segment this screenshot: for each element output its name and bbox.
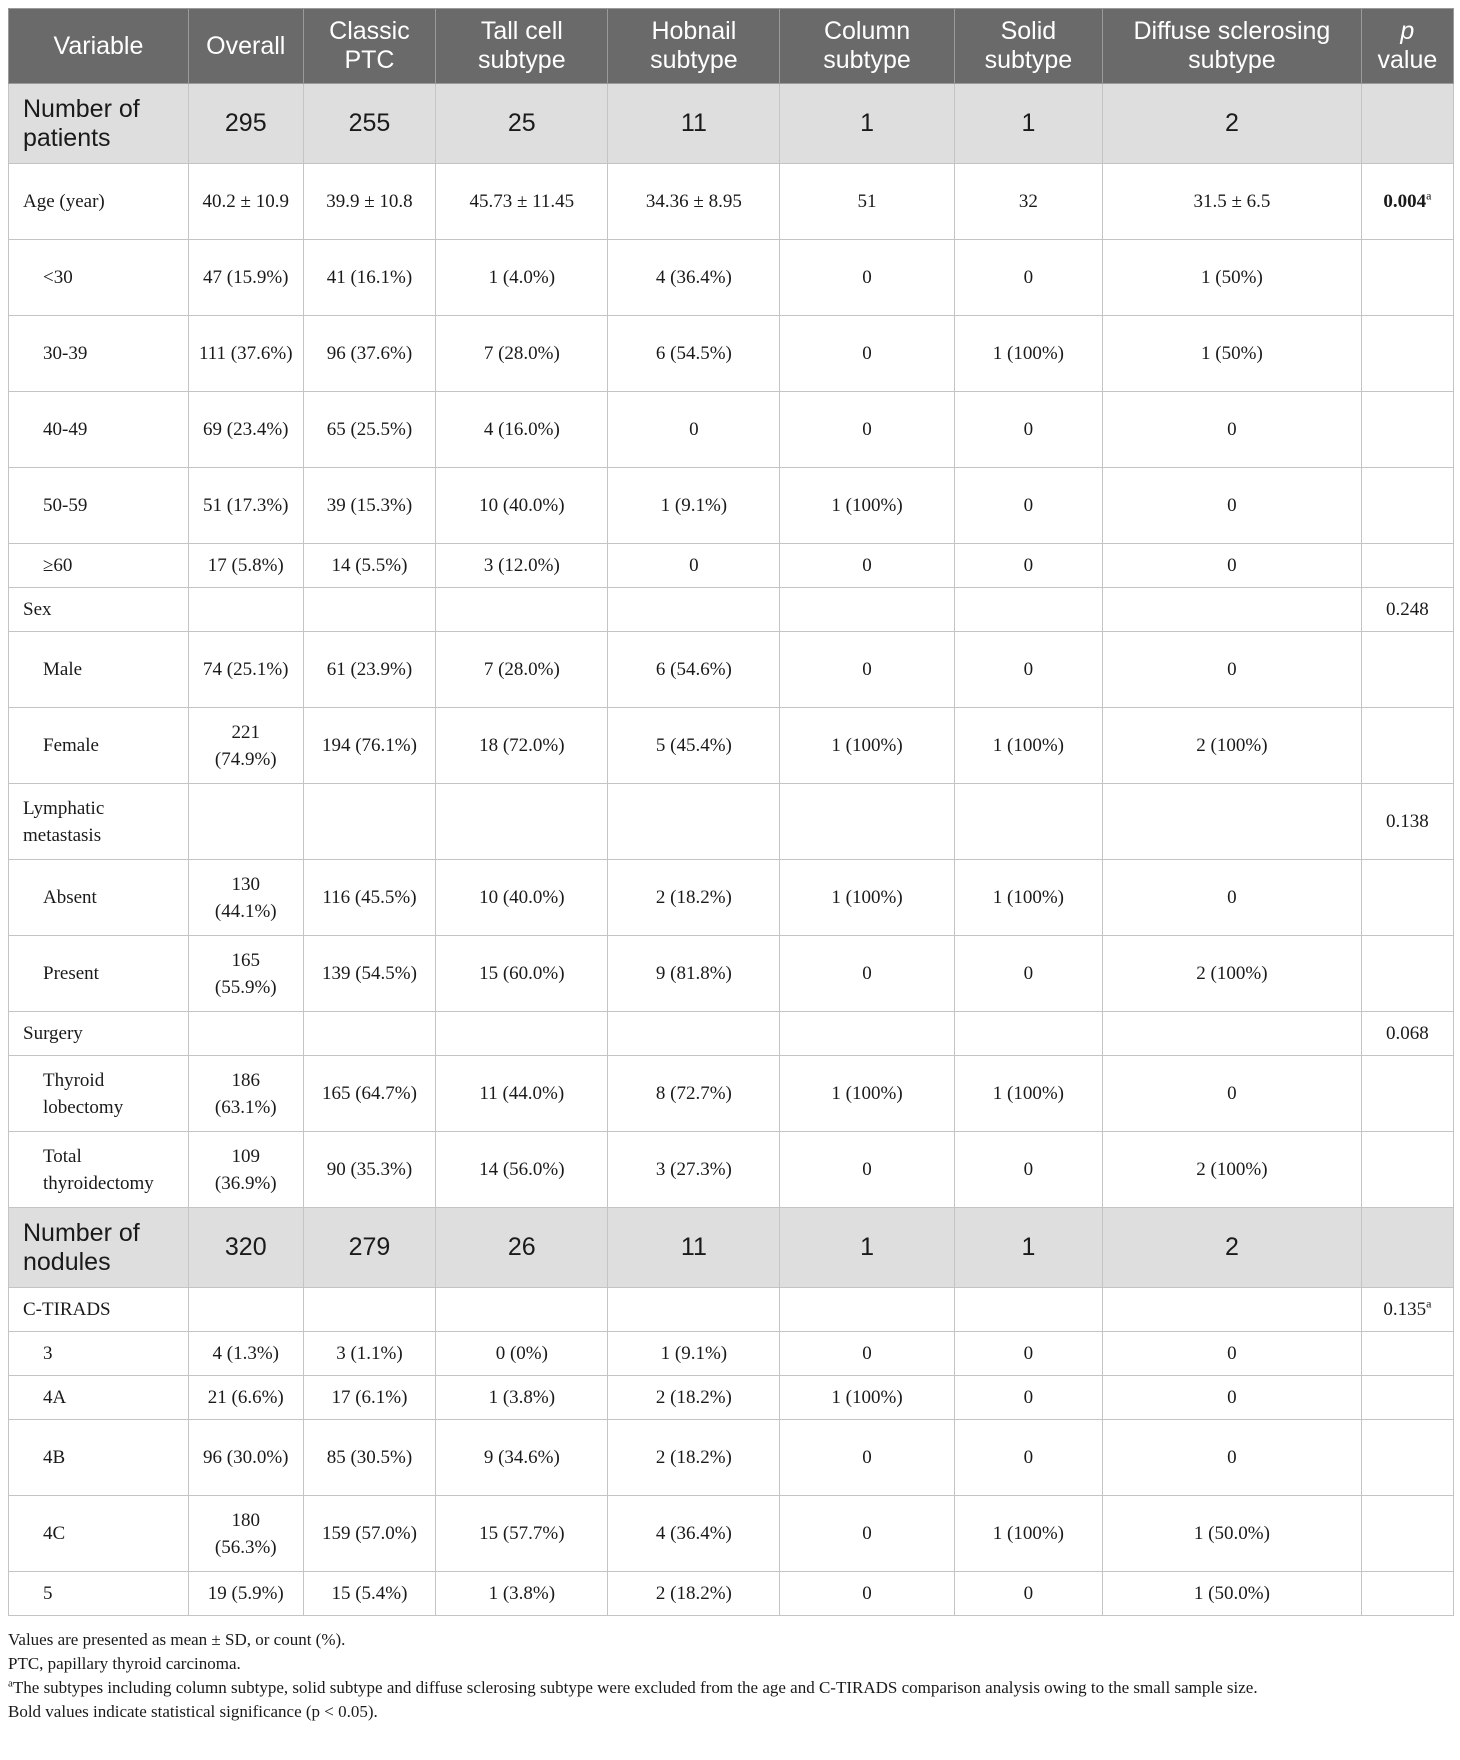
cell-overall: 111 (37.6%) (188, 316, 303, 392)
cell-solid: 0 (954, 1572, 1102, 1616)
cell-hobnail (608, 784, 780, 860)
cell-tall-cell (436, 1012, 608, 1056)
cell-classic-ptc: 17 (6.1%) (303, 1376, 436, 1420)
cell-p-value (1361, 468, 1453, 544)
cell-column: 0 (780, 544, 954, 588)
cell-p-value (1361, 1332, 1453, 1376)
cell-column: 1 (100%) (780, 468, 954, 544)
cell-p-value (1361, 708, 1453, 784)
header-tall-cell: Tall cell subtype (436, 9, 608, 84)
cell-p-value (1361, 1376, 1453, 1420)
cell-solid: 1 (100%) (954, 1056, 1102, 1132)
cell-variable: Age (year) (9, 164, 189, 240)
cell-column: 0 (780, 316, 954, 392)
cell-tall-cell: 1 (3.8%) (436, 1376, 608, 1420)
cell-classic-ptc (303, 588, 436, 632)
cell-variable: 50-59 (9, 468, 189, 544)
cell-overall: 186 (63.1%) (188, 1056, 303, 1132)
cell-column: 0 (780, 1132, 954, 1208)
table-row (9, 1056, 1454, 1132)
footnote-values: Values are presented as mean ± SD, or count (%). (8, 1630, 346, 1649)
table-row (9, 708, 1454, 784)
cell-hobnail: 11 (608, 84, 780, 164)
footnote-exclusion (8, 1676, 1454, 1700)
header-solid: Solid subtype (954, 9, 1102, 84)
cell-overall: 21 (6.6%) (188, 1376, 303, 1420)
cell-tall-cell: 25 (436, 84, 608, 164)
cell-variable: <30 (9, 240, 189, 316)
cell-solid (954, 1012, 1102, 1056)
cell-p-value (1361, 1420, 1453, 1496)
cell-hobnail: 3 (27.3%) (608, 1132, 780, 1208)
cell-variable: Sex (9, 588, 189, 632)
cell-overall: 130 (44.1%) (188, 860, 303, 936)
cell-tall-cell: 9 (34.6%) (436, 1420, 608, 1496)
cell-classic-ptc: 61 (23.9%) (303, 632, 436, 708)
cell-hobnail: 2 (18.2%) (608, 1572, 780, 1616)
header-hobnail: Hobnail subtype (608, 9, 780, 84)
header-row (9, 9, 1454, 84)
cell-hobnail: 5 (45.4%) (608, 708, 780, 784)
cell-diffuse-sclerosing: 2 (1103, 84, 1362, 164)
cell-overall: 51 (17.3%) (188, 468, 303, 544)
table-row (9, 392, 1454, 468)
cell-column (780, 588, 954, 632)
table-row (9, 1496, 1454, 1572)
cell-tall-cell: 4 (16.0%) (436, 392, 608, 468)
cell-overall: 69 (23.4%) (188, 392, 303, 468)
cell-variable: 30-39 (9, 316, 189, 392)
cell-variable: 5 (9, 1572, 189, 1616)
cell-overall: 320 (188, 1208, 303, 1288)
results-table (8, 8, 1454, 1616)
cell-solid: 32 (954, 164, 1102, 240)
cell-hobnail: 6 (54.6%) (608, 632, 780, 708)
cell-hobnail: 2 (18.2%) (608, 860, 780, 936)
cell-classic-ptc: 14 (5.5%) (303, 544, 436, 588)
cell-hobnail: 8 (72.7%) (608, 1056, 780, 1132)
cell-tall-cell: 26 (436, 1208, 608, 1288)
cell-variable: Present (9, 936, 189, 1012)
header-classic-ptc: Classic PTC (303, 9, 436, 84)
cell-tall-cell (436, 588, 608, 632)
cell-diffuse-sclerosing: 0 (1103, 468, 1362, 544)
footnote-exclusion-text: The subtypes including column subtype, solid subtype and diffuse sclerosing subtype were excluded from the age and C-TIRADS comparison analysis owing to the small sample size. (12, 1678, 1258, 1697)
cell-tall-cell: 14 (56.0%) (436, 1132, 608, 1208)
cell-overall (188, 784, 303, 860)
cell-variable: Absent (9, 860, 189, 936)
cell-diffuse-sclerosing: 0 (1103, 1376, 1362, 1420)
cell-diffuse-sclerosing: 31.5 ± 6.5 (1103, 164, 1362, 240)
cell-tall-cell: 18 (72.0%) (436, 708, 608, 784)
cell-variable: Total thyroidectomy (9, 1132, 189, 1208)
cell-diffuse-sclerosing: 0 (1103, 1056, 1362, 1132)
cell-solid (954, 1288, 1102, 1332)
cell-p-value (1361, 1496, 1453, 1572)
cell-solid: 0 (954, 468, 1102, 544)
cell-solid: 1 (100%) (954, 316, 1102, 392)
cell-diffuse-sclerosing: 0 (1103, 392, 1362, 468)
cell-tall-cell: 1 (3.8%) (436, 1572, 608, 1616)
cell-p-value (1361, 316, 1453, 392)
cell-p-value (1361, 392, 1453, 468)
cell-classic-ptc: 65 (25.5%) (303, 392, 436, 468)
header-p-value (1361, 9, 1453, 84)
cell-tall-cell (436, 1288, 608, 1332)
cell-p-value (1361, 784, 1453, 860)
cell-diffuse-sclerosing: 0 (1103, 1420, 1362, 1496)
cell-hobnail: 6 (54.5%) (608, 316, 780, 392)
footnote-marker: a (8, 1677, 13, 1690)
cell-solid: 0 (954, 392, 1102, 468)
table-row (9, 164, 1454, 240)
cell-variable: 4C (9, 1496, 189, 1572)
cell-overall (188, 1012, 303, 1056)
cell-variable: 4B (9, 1420, 189, 1496)
cell-variable: C-TIRADS (9, 1288, 189, 1332)
cell-variable: ≥60 (9, 544, 189, 588)
cell-p-value (1361, 632, 1453, 708)
cell-diffuse-sclerosing: 1 (50%) (1103, 240, 1362, 316)
table-row (9, 1132, 1454, 1208)
cell-diffuse-sclerosing: 1 (50%) (1103, 316, 1362, 392)
cell-hobnail: 2 (18.2%) (608, 1420, 780, 1496)
cell-classic-ptc: 90 (35.3%) (303, 1132, 436, 1208)
cell-overall: 109 (36.9%) (188, 1132, 303, 1208)
p-value-text: 0.135 (1383, 1299, 1427, 1320)
cell-solid: 1 (954, 1208, 1102, 1288)
cell-variable: 4A (9, 1376, 189, 1420)
cell-diffuse-sclerosing: 2 (100%) (1103, 1132, 1362, 1208)
cell-tall-cell: 3 (12.0%) (436, 544, 608, 588)
cell-classic-ptc (303, 784, 436, 860)
cell-column (780, 784, 954, 860)
p-value-footnote-marker: a (1426, 1296, 1432, 1311)
cell-hobnail (608, 1288, 780, 1332)
cell-classic-ptc: 15 (5.4%) (303, 1572, 436, 1616)
cell-column: 0 (780, 1332, 954, 1376)
cell-classic-ptc: 279 (303, 1208, 436, 1288)
cell-hobnail (608, 1012, 780, 1056)
cell-tall-cell: 15 (57.7%) (436, 1496, 608, 1572)
header-overall: Overall (188, 9, 303, 84)
table-row (9, 1572, 1454, 1616)
cell-column: 1 (100%) (780, 860, 954, 936)
cell-variable: Number of nodules (9, 1208, 189, 1288)
cell-p-value (1361, 240, 1453, 316)
table-row (9, 544, 1454, 588)
cell-tall-cell: 0 (0%) (436, 1332, 608, 1376)
cell-classic-ptc: 255 (303, 84, 436, 164)
table-row (9, 860, 1454, 936)
cell-overall: 19 (5.9%) (188, 1572, 303, 1616)
cell-p-value (1361, 860, 1453, 936)
cell-variable: Surgery (9, 1012, 189, 1056)
cell-variable: 40-49 (9, 392, 189, 468)
cell-p-value (1361, 1132, 1453, 1208)
cell-classic-ptc: 139 (54.5%) (303, 936, 436, 1012)
table-row (9, 240, 1454, 316)
p-value-text: 0.068 (1385, 1023, 1429, 1044)
cell-classic-ptc: 85 (30.5%) (303, 1420, 436, 1496)
cell-solid: 0 (954, 1332, 1102, 1376)
cell-column: 0 (780, 240, 954, 316)
cell-column: 0 (780, 632, 954, 708)
cell-solid (954, 784, 1102, 860)
cell-tall-cell: 10 (40.0%) (436, 468, 608, 544)
footnote-ptc: PTC, papillary thyroid carcinoma. (8, 1654, 241, 1673)
cell-solid: 1 (954, 84, 1102, 164)
cell-solid: 0 (954, 1132, 1102, 1208)
cell-diffuse-sclerosing: 2 (100%) (1103, 936, 1362, 1012)
table-row (9, 1332, 1454, 1376)
header-variable: Variable (9, 9, 189, 84)
cell-solid (954, 588, 1102, 632)
cell-solid: 0 (954, 544, 1102, 588)
cell-hobnail: 2 (18.2%) (608, 1376, 780, 1420)
cell-tall-cell (436, 784, 608, 860)
cell-variable: 3 (9, 1332, 189, 1376)
group-row (9, 84, 1454, 164)
p-value-text: 0.248 (1385, 599, 1429, 620)
cell-variable: Lymphatic metastasis (9, 784, 189, 860)
cell-hobnail: 4 (36.4%) (608, 1496, 780, 1572)
cell-classic-ptc: 96 (37.6%) (303, 316, 436, 392)
cell-hobnail: 4 (36.4%) (608, 240, 780, 316)
table-footnotes (8, 1628, 1454, 1724)
cell-solid: 0 (954, 632, 1102, 708)
cell-diffuse-sclerosing (1103, 588, 1362, 632)
p-value-text: 0.138 (1385, 811, 1429, 832)
cell-classic-ptc: 39.9 ± 10.8 (303, 164, 436, 240)
cell-p-value (1361, 936, 1453, 1012)
cell-column: 1 (100%) (780, 1376, 954, 1420)
cell-diffuse-sclerosing: 0 (1103, 632, 1362, 708)
cell-diffuse-sclerosing: 2 (100%) (1103, 708, 1362, 784)
cell-solid: 1 (100%) (954, 708, 1102, 784)
cell-diffuse-sclerosing: 2 (1103, 1208, 1362, 1288)
cell-column: 51 (780, 164, 954, 240)
cell-hobnail: 11 (608, 1208, 780, 1288)
cell-diffuse-sclerosing: 0 (1103, 544, 1362, 588)
cell-tall-cell: 45.73 ± 11.45 (436, 164, 608, 240)
header-p-italic: p (1400, 17, 1415, 45)
cell-p-value (1361, 1572, 1453, 1616)
table-row (9, 1288, 1454, 1332)
cell-classic-ptc: 165 (64.7%) (303, 1056, 436, 1132)
cell-classic-ptc (303, 1012, 436, 1056)
cell-overall: 47 (15.9%) (188, 240, 303, 316)
cell-p-value (1361, 588, 1453, 632)
cell-hobnail: 0 (608, 392, 780, 468)
cell-diffuse-sclerosing (1103, 1288, 1362, 1332)
cell-classic-ptc: 159 (57.0%) (303, 1496, 436, 1572)
cell-p-value (1361, 1208, 1453, 1288)
cell-column (780, 1288, 954, 1332)
cell-column: 0 (780, 392, 954, 468)
cell-overall: 295 (188, 84, 303, 164)
cell-solid: 0 (954, 1420, 1102, 1496)
cell-column: 0 (780, 936, 954, 1012)
cell-p-value (1361, 544, 1453, 588)
cell-tall-cell: 15 (60.0%) (436, 936, 608, 1012)
cell-overall: 74 (25.1%) (188, 632, 303, 708)
cell-overall (188, 1288, 303, 1332)
header-p-value-label: value (1377, 46, 1438, 74)
cell-column: 0 (780, 1496, 954, 1572)
table-row (9, 632, 1454, 708)
cell-tall-cell: 1 (4.0%) (436, 240, 608, 316)
cell-solid: 0 (954, 240, 1102, 316)
cell-diffuse-sclerosing: 0 (1103, 1332, 1362, 1376)
cell-solid: 0 (954, 1376, 1102, 1420)
cell-p-value (1361, 1288, 1453, 1332)
cell-variable: Number of patients (9, 84, 189, 164)
cell-column: 1 (100%) (780, 708, 954, 784)
cell-tall-cell: 11 (44.0%) (436, 1056, 608, 1132)
cell-diffuse-sclerosing (1103, 1012, 1362, 1056)
table-row (9, 316, 1454, 392)
table-body (9, 84, 1454, 1616)
cell-variable: Male (9, 632, 189, 708)
cell-classic-ptc (303, 1288, 436, 1332)
cell-overall: 180 (56.3%) (188, 1496, 303, 1572)
cell-variable: Female (9, 708, 189, 784)
cell-overall (188, 588, 303, 632)
cell-column: 0 (780, 1572, 954, 1616)
cell-classic-ptc: 3 (1.1%) (303, 1332, 436, 1376)
cell-p-value (1361, 84, 1453, 164)
cell-hobnail: 0 (608, 544, 780, 588)
header-diffuse-sclerosing: Diffuse sclerosing subtype (1103, 9, 1362, 84)
table-row (9, 1012, 1454, 1056)
table-row (9, 588, 1454, 632)
cell-column: 1 (780, 1208, 954, 1288)
cell-p-value (1361, 164, 1453, 240)
cell-hobnail (608, 588, 780, 632)
cell-hobnail: 34.36 ± 8.95 (608, 164, 780, 240)
cell-diffuse-sclerosing (1103, 784, 1362, 860)
cell-variable: Thyroid lobectomy (9, 1056, 189, 1132)
cell-hobnail: 1 (9.1%) (608, 468, 780, 544)
cell-overall: 4 (1.3%) (188, 1332, 303, 1376)
cell-column: 0 (780, 1420, 954, 1496)
cell-overall: 17 (5.8%) (188, 544, 303, 588)
cell-solid: 1 (100%) (954, 1496, 1102, 1572)
cell-classic-ptc: 194 (76.1%) (303, 708, 436, 784)
cell-overall: 165 (55.9%) (188, 936, 303, 1012)
table-row (9, 784, 1454, 860)
cell-classic-ptc: 116 (45.5%) (303, 860, 436, 936)
table-row (9, 1420, 1454, 1496)
cell-hobnail: 9 (81.8%) (608, 936, 780, 1012)
cell-overall: 40.2 ± 10.9 (188, 164, 303, 240)
table-row (9, 468, 1454, 544)
p-value-footnote-marker: a (1426, 188, 1432, 203)
cell-column (780, 1012, 954, 1056)
p-value-text: 0.004 (1383, 191, 1427, 212)
cell-diffuse-sclerosing: 0 (1103, 860, 1362, 936)
cell-overall: 96 (30.0%) (188, 1420, 303, 1496)
cell-overall: 221 (74.9%) (188, 708, 303, 784)
cell-p-value (1361, 1056, 1453, 1132)
cell-p-value (1361, 1012, 1453, 1056)
table-row (9, 1376, 1454, 1420)
footnote-bold: Bold values indicate statistical significance (p < 0.05). (8, 1702, 378, 1721)
cell-column: 1 (100%) (780, 1056, 954, 1132)
header-column: Column subtype (780, 9, 954, 84)
table-container (8, 8, 1454, 1724)
cell-solid: 1 (100%) (954, 860, 1102, 936)
cell-classic-ptc: 41 (16.1%) (303, 240, 436, 316)
group-row (9, 1208, 1454, 1288)
cell-hobnail: 1 (9.1%) (608, 1332, 780, 1376)
cell-tall-cell: 10 (40.0%) (436, 860, 608, 936)
cell-tall-cell: 7 (28.0%) (436, 316, 608, 392)
cell-column: 1 (780, 84, 954, 164)
cell-diffuse-sclerosing: 1 (50.0%) (1103, 1496, 1362, 1572)
cell-tall-cell: 7 (28.0%) (436, 632, 608, 708)
table-row (9, 936, 1454, 1012)
cell-diffuse-sclerosing: 1 (50.0%) (1103, 1572, 1362, 1616)
cell-classic-ptc: 39 (15.3%) (303, 468, 436, 544)
cell-solid: 0 (954, 936, 1102, 1012)
